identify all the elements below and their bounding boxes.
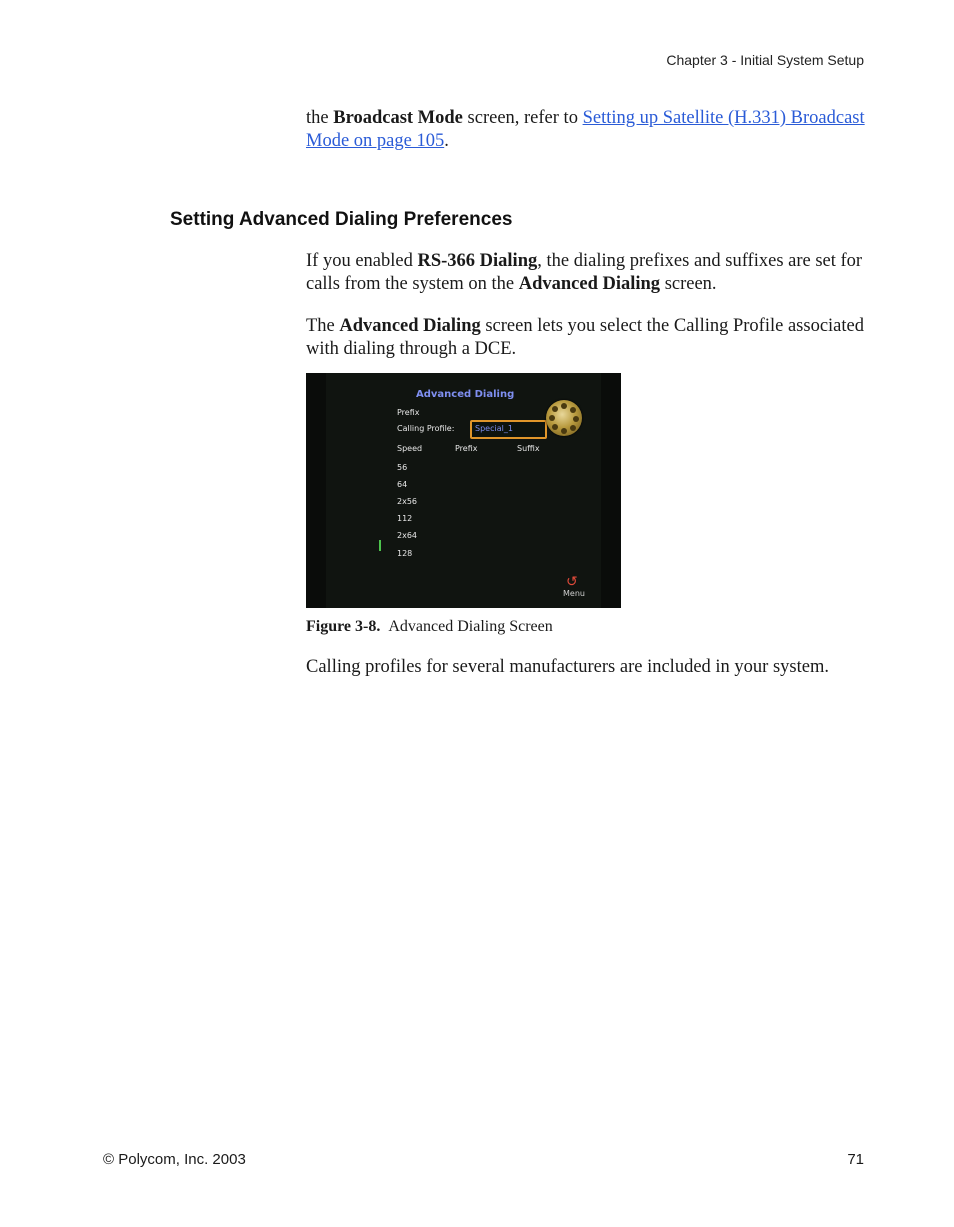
paragraph-advanced-dialing: The Advanced Dialing screen lets you select the Calling Profile associated with dialing through a DCE. [306,316,864,359]
term-broadcast-mode: Broadcast Mode [333,108,463,128]
page-number: 71 [847,1151,864,1168]
selection-marker [379,540,381,551]
speed-row[interactable]: 112 [397,514,413,523]
back-arrow-icon[interactable]: ↺ [566,574,578,590]
footer-copyright: © Polycom, Inc. 2003 [103,1151,246,1168]
paragraph-rs366: If you enabled RS-366 Dialing, the dialing prefixes and suffixes are set for calls from the system on the Advanced Dialing screen. [306,251,863,294]
paragraph-calling-profiles: Calling profiles for several manufacturers are included in your system. [306,657,829,677]
calling-profile-field[interactable]: Special_1 [470,420,547,439]
advanced-dialing-screenshot [306,373,621,608]
intro-paragraph: the Broadcast Mode screen, refer to Setting up Satellite (H.331) Broadcast Mode on page 105. [306,108,865,151]
section-heading: Setting Advanced Dialing Preferences [170,209,513,230]
speed-row[interactable]: 64 [397,480,408,489]
speed-row[interactable]: 56 [397,463,408,472]
col-speed: Speed [397,444,423,453]
col-prefix: Prefix [455,444,478,453]
running-header: Chapter 3 - Initial System Setup [666,52,864,68]
figure-caption: Figure 3-8. Advanced Dialing Screen [306,618,553,635]
speed-row[interactable]: 2x56 [397,497,418,506]
link-satellite-broadcast-mode[interactable]: Setting up Satellite (H.331) Broadcast Mode on page 105 [306,108,865,151]
speed-row[interactable]: 2x64 [397,531,418,540]
col-suffix: Suffix [517,444,540,453]
calling-profile-label: Calling Profile: [397,424,455,433]
menu-label[interactable]: Menu [563,589,585,598]
prefix-label: Prefix [397,408,420,417]
rotary-dial-icon [546,400,582,436]
speed-row[interactable]: 128 [397,549,413,558]
screen-title: Advanced Dialing [416,389,515,400]
